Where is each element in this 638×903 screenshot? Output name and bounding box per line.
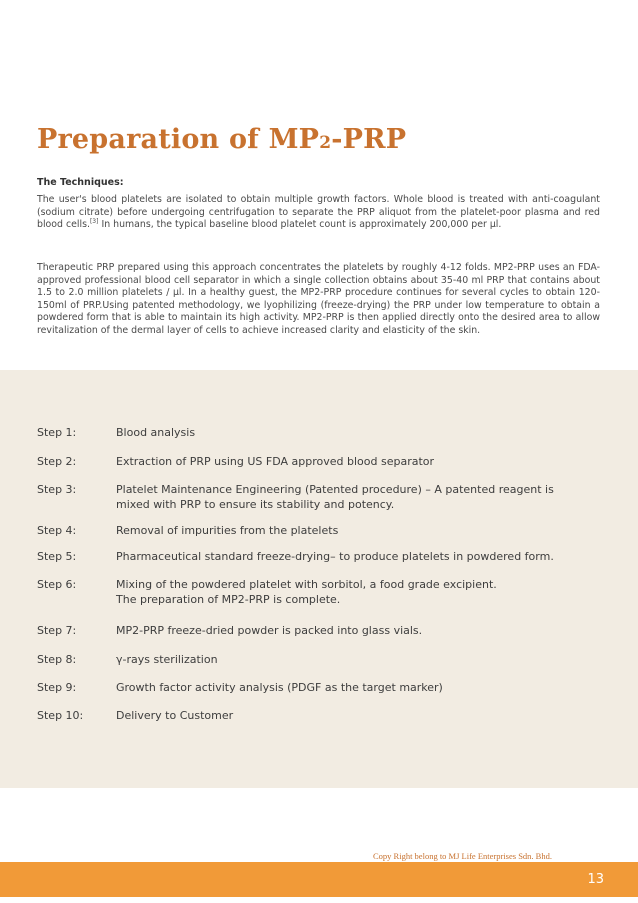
step-description: Pharmaceutical standard freeze-drying– to produce platelets in powdered form. [116,550,554,563]
title-subscript: 2 [319,133,332,153]
step-label: Step 7: [37,624,77,637]
step-description: Blood analysis [116,426,196,439]
step-description: γ-rays sterilization [116,653,218,666]
step-label: Step 3: [37,483,77,496]
step-description: Removal of impurities from the platelets [116,524,339,537]
step-label: Step 2: [37,455,77,468]
step-description: Extraction of PRP using US FDA approved blood separator [116,455,435,468]
step-label: Step 1: [37,426,77,439]
step-description: Growth factor activity analysis (PDGF as the target marker) [116,681,443,694]
step-description: Platelet Maintenance Engineering (Patented procedure) – A patented reagent is [116,483,554,496]
intro-paragraph [37,194,600,232]
step-label: Step 5: [37,550,77,563]
page-title [37,124,406,155]
step-description: Mixing of the powdered platelet with sorbitol, a food grade excipient. [116,578,497,591]
citation-ref: [3] [89,217,99,225]
step-description-cont: The preparation of MP2-PRP is complete. [116,593,341,606]
intro-text-end: In humans, the typical baseline blood platelet count is approximately 200,000 per µl. [98,219,502,230]
footer-bar [0,862,638,897]
step-description: MP2-PRP freeze-dried powder is packed into glass vials. [116,624,423,637]
step-label: Step 9: [37,681,77,694]
title-suffix: -PRP [331,124,407,155]
step-label: Step 4: [37,524,77,537]
step-description-cont: mixed with PRP to ensure its stability and potency. [116,498,395,511]
step-label: Step 6: [37,578,77,591]
step-description: Delivery to Customer [116,709,234,722]
section-heading: The Techniques: [37,177,124,188]
method-paragraph: Therapeutic PRP prepared using this approach concentrates the platelets by roughly 4-12 folds. MP2-PRP uses an FDA-approved professional blood cell separator in which a single collection obtains about 35-40 ml PRP that contains about 1.5 to 2.0 million platelets / µl. In a healthy guest, the MP2-PRP procedure continues for several cycles to obtain 120-150ml of PRP.Using patented methodology, we lyophilizing (freeze-drying) the PRP under low temperature to obtain a powdered form that is able to maintain its high activity. MP2-PRP is then applied directly onto the desired area to allow revitalization of the dermal layer of cells to achieve increased clarity and elasticity of the skin. [37,262,600,336]
intro-text: The user's blood platelets are isolated to obtain multiple growth factors. Whole blood is treated with anti-coagulant (sodium citrate) before undergoing centrifugation to separate the PRP aliquot from the platelet-poor plasma and red blood cells. [37,194,600,230]
step-label: Step 8: [37,653,77,666]
copyright-notice: Copy Right belong to MJ Life Enterprises Sdn. Bhd. [373,851,552,861]
step-label: Step 10: [37,709,84,722]
title-text: Preparation of [37,124,269,155]
title-prefix: MP [268,124,320,155]
page-number: 13 [587,872,604,887]
